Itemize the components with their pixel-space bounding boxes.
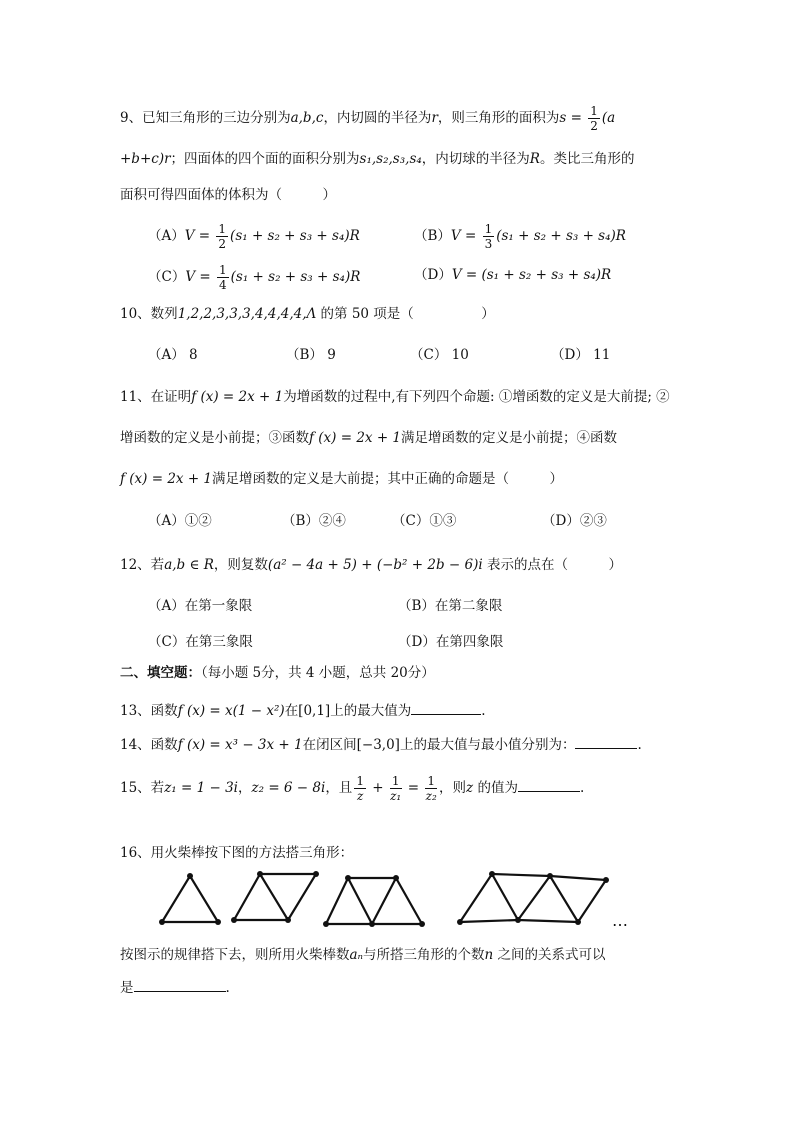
q11-line3 [120, 470, 563, 488]
frac-den: z₁ [390, 789, 402, 803]
option-expr: V = [450, 228, 481, 244]
frac-num: 1 [356, 774, 364, 788]
q14-period: . [637, 737, 642, 753]
q15-frac-3 [425, 774, 437, 803]
frac-num: 1 [427, 774, 436, 788]
option-expr: V = (s₁ + s₂ + s₃ + s₄)R [451, 267, 612, 283]
q15-eq: = [403, 780, 424, 796]
q11-option-b: （B）②④ [282, 513, 346, 529]
q12-text: 表示的点在（ ） [482, 557, 622, 573]
q10-option-a: （A） 8 [148, 347, 198, 363]
q9-areas: s₁,s₂,s₃,s₄ [359, 151, 422, 167]
q11-function: f (x) = 2x + 1 [309, 430, 402, 446]
q15-text: 15、若 [120, 780, 165, 796]
q16-text: 是 [120, 980, 134, 996]
section-2-heading [120, 664, 435, 682]
q10-text: 10、数列 [120, 306, 178, 322]
q15-period: . [579, 780, 585, 796]
q16-stem: 16、用火柴棒按下图的方法搭三角形： [120, 845, 354, 861]
q10-option-c: （C） 10 [410, 347, 469, 363]
q15-sep: ， [238, 780, 252, 796]
frac-den: 3 [484, 237, 493, 251]
q10-sequence: 1,2,2,3,3,3,4,4,4,4,Λ [177, 306, 317, 322]
q14-answer-blank[interactable] [575, 736, 637, 749]
q16-line2 [120, 979, 230, 997]
frac-den: z [356, 789, 364, 803]
q10-text: 的第 50 项是（ ） [316, 306, 495, 322]
q16-period: . [225, 980, 230, 996]
q15-answer-blank[interactable] [518, 779, 580, 792]
q9-text: ，则三角形的面积为 [437, 110, 560, 126]
q9-fraction [588, 104, 600, 133]
q11-text: 满足增函数的定义是大前提；其中正确的命题是（ ） [212, 471, 564, 487]
q16-an: aₙ [349, 947, 364, 963]
q16-text: 按图示的规律搭下去，则所用火柴棒数 [120, 947, 350, 963]
q11-option-d: （D）②③ [542, 513, 607, 529]
q13-answer-blank[interactable] [411, 702, 481, 715]
frac-num: 1 [218, 222, 227, 236]
q12-option-c: （C）在第三象限 [148, 634, 253, 650]
q14-text: 14、函数 [120, 737, 178, 753]
section-note: （每小题 5分，共 4 小题，总共 20分） [201, 665, 435, 681]
q11-line1 [120, 388, 670, 406]
q13-function: f (x) = x(1 − x²) [177, 703, 285, 719]
q9-tail: (a [601, 110, 616, 126]
section-title: 二、填空题： [120, 665, 201, 681]
q9-frac-num: 1 [590, 104, 598, 118]
option-fraction [217, 263, 229, 292]
q13 [120, 702, 486, 720]
q9-text: ，内切球的半径为 [421, 151, 530, 167]
q9-option-b [414, 222, 626, 251]
q9-text: 9、已知三角形的三边分别为 [120, 110, 291, 126]
q16-line1 [120, 946, 606, 964]
q9-line3: 面积可得四面体的体积为（ ） [120, 187, 336, 203]
q9-option-c [148, 263, 360, 292]
q9-s: s [559, 110, 567, 126]
q11-option-a: （A）①② [148, 513, 212, 529]
option-fraction [483, 222, 495, 251]
q13-period: . [481, 703, 486, 719]
continuation-dots: … [612, 911, 628, 930]
q9-text: ，内切圆的半径为 [323, 110, 432, 126]
q12-text: 12、若 [120, 557, 165, 573]
option-tail: (s₁ + s₂ + s₃ + s₄)R [230, 269, 361, 285]
q15-text: ，则 [439, 780, 467, 796]
figure-3-triangles [326, 878, 422, 924]
q11-text: 为增函数的过程中,有下列四个命题: ①增函数的定义是大前提; ② [283, 389, 670, 405]
q11-option-c: （C）①③ [392, 513, 457, 529]
q9-text: 。类比三角形的 [539, 151, 635, 167]
q12-complex-expr: (a² − 4a + 5) + (−b² + 2b − 6)i [267, 557, 483, 573]
q13-text: 13、函数 [120, 703, 178, 719]
q9-option-d [414, 266, 611, 284]
q15-text: 的值为 [473, 780, 518, 796]
option-expr: V = [185, 269, 215, 285]
frac-den: 4 [219, 278, 227, 292]
frac-den: 2 [218, 237, 227, 251]
q11-text: 满足增函数的定义是小前提；④函数 [401, 430, 618, 446]
option-tail: (s₁ + s₂ + s₃ + s₄)R [496, 228, 626, 244]
q15-plus: + [367, 780, 388, 796]
q9-option-a [148, 222, 360, 251]
q16-text: 与所搭三角形的个数 [363, 947, 485, 963]
q16-text: 之间的关系式可以 [493, 947, 606, 963]
q16-answer-blank[interactable] [134, 979, 226, 992]
matchstick-triangles-figure [150, 860, 670, 938]
q9-eq: = [566, 110, 587, 126]
q12-text: ，则复数 [213, 557, 268, 573]
q11-function: f (x) = 2x + 1 [120, 471, 213, 487]
option-label: （D） [414, 267, 452, 283]
figure-1-triangle [162, 876, 218, 922]
q15-z: z [466, 780, 474, 796]
option-expr: V = [184, 228, 215, 244]
frac-num: 1 [219, 263, 227, 277]
frac-num: 1 [391, 774, 400, 788]
q13-text: 在[0,1]上的最大值为 [284, 703, 412, 719]
option-fraction [216, 222, 228, 251]
q10-option-b: （B） 9 [286, 347, 336, 363]
q9-math: +b+c)r [120, 151, 171, 167]
q9-text: ；四面体的四个面的面积分别为 [170, 151, 360, 167]
q10-option-d: （D） 11 [551, 347, 611, 363]
q15-z2: z₂ = 6 − 8i [251, 780, 326, 796]
q12-option-d: （D）在第四象限 [398, 634, 504, 650]
q11-function: f (x) = 2x + 1 [191, 389, 284, 405]
q12-option-a: （A）在第一象限 [148, 598, 253, 614]
q11-text: 11、在证明 [120, 389, 192, 405]
q9-line2 [120, 150, 634, 168]
option-label: （C） [148, 269, 186, 285]
q9-R: R [529, 151, 540, 167]
q14-function: f (x) = x³ − 3x + 1 [177, 737, 303, 753]
q9-line1 [120, 104, 615, 133]
q11-line2 [120, 429, 617, 447]
q11-text: 增函数的定义是小前提；③函数 [120, 430, 309, 446]
q12-condition: a,b ∈ R [164, 557, 214, 573]
frac-num: 1 [484, 222, 493, 236]
q14-text: 在闭区间[−3,0]上的最大值与最小值分别为： [302, 737, 576, 753]
q15-frac-2 [390, 774, 402, 803]
q15 [120, 774, 584, 803]
figure-4-triangles [460, 874, 606, 922]
option-tail: (s₁ + s₂ + s₃ + s₄)R [230, 228, 360, 244]
q15-text: ，且 [325, 780, 353, 796]
q16-n: n [484, 947, 494, 963]
q10-stem [120, 305, 495, 323]
figure-2-triangles [234, 874, 316, 920]
q9-frac-den: 2 [590, 119, 598, 133]
q15-frac-1 [354, 774, 366, 803]
q12-stem [120, 556, 622, 574]
frac-den: z₂ [425, 789, 437, 803]
q14 [120, 736, 642, 754]
q9-vars: a,b,c [290, 110, 324, 126]
q15-z1: z₁ = 1 − 3i [164, 780, 238, 796]
q12-option-b: （B）在第二象限 [398, 598, 503, 614]
option-label: （A） [148, 228, 185, 244]
q9-r: r [431, 110, 438, 126]
option-label: （B） [414, 228, 451, 244]
